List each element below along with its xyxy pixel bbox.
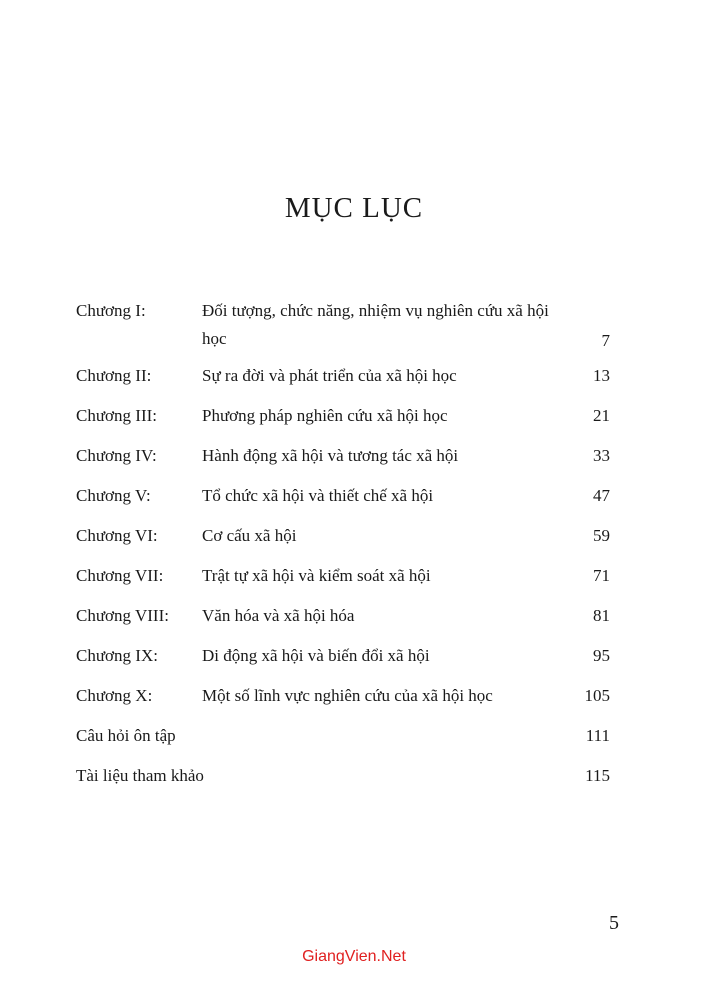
chapter-title-line-2: học — [202, 329, 227, 348]
chapter-label: Chương VIII: — [76, 606, 169, 625]
chapter-title-line-1: Đối tượng, chức năng, nhiệm vụ nghiên cứu xã hội — [202, 301, 549, 320]
chapter-title: Sự ra đời và phát triển của xã hội học — [202, 366, 457, 385]
toc-entry-chapter-6[interactable] — [76, 521, 610, 561]
toc-entry-chapter-9[interactable] — [76, 641, 610, 681]
chapter-label: Chương IX: — [76, 646, 158, 665]
page-title: MỤC LỤC — [284, 192, 424, 224]
page-ref: 47 — [593, 486, 610, 505]
page-ref: 7 — [601, 331, 610, 350]
toc-entry-chapter-8[interactable] — [76, 601, 610, 641]
chapter-label: Chương IV: — [76, 446, 157, 465]
chapter-label: Chương II: — [76, 366, 152, 385]
page-ref: 59 — [593, 526, 610, 545]
chapter-label: Chương VI: — [76, 526, 158, 545]
chapter-title: Một số lĩnh vực nghiên cứu của xã hội học — [202, 686, 493, 705]
chapter-title — [202, 296, 610, 352]
page-ref: 33 — [593, 446, 610, 465]
chapter-title: Tổ chức xã hội và thiết chế xã hội — [202, 486, 434, 505]
chapter-title: Văn hóa và xã hội hóa — [202, 606, 355, 625]
entry-title: Tài liệu tham khảo — [76, 766, 204, 785]
entry-title: Câu hỏi ôn tập — [76, 726, 176, 745]
page-ref: 21 — [593, 406, 610, 425]
page-ref: 95 — [593, 646, 610, 665]
page-ref: 111 — [585, 726, 610, 745]
toc-entry-chapter-10[interactable] — [76, 681, 610, 721]
chapter-title: Hành động xã hội và tương tác xã hội — [202, 446, 459, 465]
page-ref: 115 — [585, 766, 610, 785]
toc-entry-chapter-3[interactable] — [76, 401, 610, 441]
table-of-contents — [76, 296, 610, 801]
page-ref: 13 — [593, 366, 610, 385]
chapter-title: Di động xã hội và biến đổi xã hội — [202, 646, 430, 665]
page-ref: 105 — [584, 686, 610, 705]
page-number: 5 — [609, 912, 619, 934]
chapter-label: Chương X: — [76, 686, 153, 705]
page-ref: 71 — [593, 566, 610, 585]
chapter-label: Chương V: — [76, 486, 151, 505]
toc-entry-chapter-5[interactable] — [76, 481, 610, 521]
chapter-title: Trật tự xã hội và kiểm soát xã hội — [202, 566, 431, 585]
chapter-title: Cơ cấu xã hội — [202, 526, 297, 545]
toc-entry-chapter-4[interactable] — [76, 441, 610, 481]
watermark: GiangVien.Net — [302, 948, 406, 965]
toc-entry-chapter-2[interactable] — [76, 361, 610, 401]
page-ref: 81 — [593, 606, 610, 625]
toc-entry-chapter-1[interactable] — [76, 296, 610, 361]
chapter-label: Chương VII: — [76, 566, 164, 585]
toc-entry-review-questions[interactable] — [76, 721, 610, 761]
toc-entry-references[interactable] — [76, 761, 610, 801]
toc-entry-chapter-7[interactable] — [76, 561, 610, 601]
chapter-label: Chương III: — [76, 406, 157, 425]
chapter-label: Chương I: — [76, 301, 146, 320]
chapter-title: Phương pháp nghiên cứu xã hội học — [202, 406, 448, 425]
